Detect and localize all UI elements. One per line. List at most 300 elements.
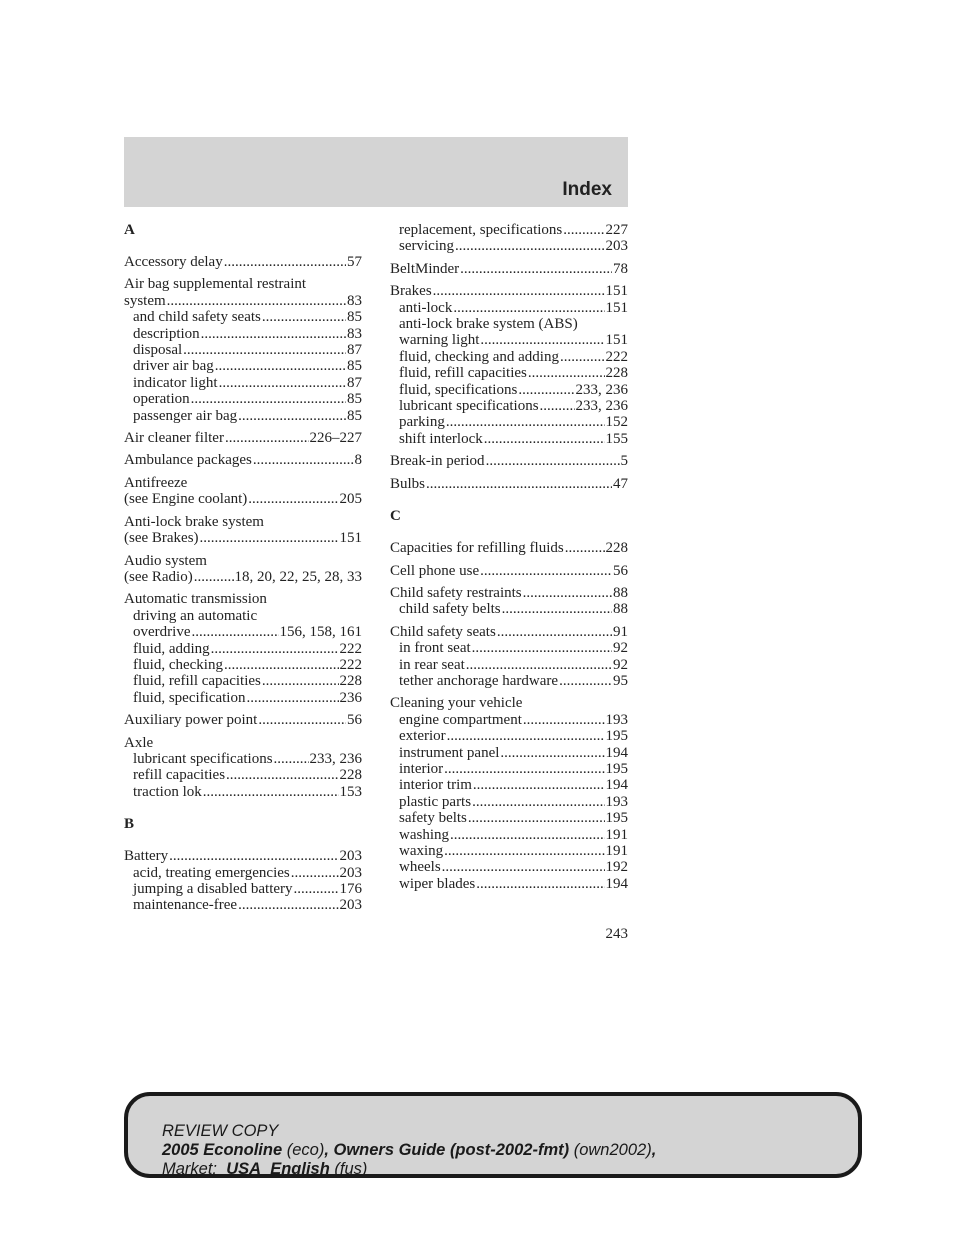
footer-text xyxy=(162,1122,656,1179)
index-subentry xyxy=(390,810,628,826)
index-subentry xyxy=(390,794,628,810)
index-entry xyxy=(124,475,362,508)
entry-page-ref: 191 xyxy=(605,826,628,843)
footer-guide: , Owners Guide (post-2002-fmt) xyxy=(324,1141,570,1159)
entry-page-ref: 233, 236 xyxy=(575,398,628,415)
index-line xyxy=(390,695,628,711)
entry-page-ref: 87 xyxy=(347,374,362,391)
entry-text: (see Engine coolant) xyxy=(124,491,248,508)
index-subentry xyxy=(390,728,628,744)
review-copy-footer xyxy=(124,1092,862,1178)
index-entry xyxy=(390,261,628,277)
entry-page-ref: 195 xyxy=(605,810,628,827)
entry-page-ref: 56 xyxy=(347,712,362,729)
index-line xyxy=(124,530,362,546)
entry-text: engine compartment xyxy=(399,711,522,728)
entry-text: plastic parts xyxy=(399,793,472,810)
dot-leader xyxy=(253,452,354,468)
entry-page-ref: 193 xyxy=(605,711,628,728)
dot-leader xyxy=(472,794,604,810)
index-entry xyxy=(390,222,628,255)
entry-page-ref: 92 xyxy=(613,640,628,657)
index-line xyxy=(124,591,362,607)
index-subentry xyxy=(390,843,628,859)
entry-page-ref: 193 xyxy=(605,793,628,810)
spacer xyxy=(124,238,362,254)
dot-leader xyxy=(200,530,339,546)
entry-page-ref: 192 xyxy=(605,859,628,876)
entry-text: Axle xyxy=(124,734,154,751)
index-column-left xyxy=(124,222,362,914)
index-line xyxy=(390,453,628,469)
entry-page-ref: 88 xyxy=(613,601,628,618)
index-subentry xyxy=(390,398,628,414)
dot-leader xyxy=(194,569,234,585)
index-entry xyxy=(124,553,362,586)
index-subentry xyxy=(124,342,362,358)
dot-leader xyxy=(500,745,604,761)
entry-text: fluid, specification xyxy=(133,689,246,706)
dot-leader xyxy=(169,848,338,864)
dot-leader xyxy=(191,391,346,407)
entry-page-ref: 195 xyxy=(605,728,628,745)
index-subentry xyxy=(390,761,628,777)
entry-page-ref: 151 xyxy=(605,332,628,349)
dot-leader xyxy=(466,657,612,673)
entry-page-ref: 222 xyxy=(339,656,362,673)
entry-text: instrument panel xyxy=(399,744,500,761)
index-subentry xyxy=(124,326,362,342)
entry-text: safety belts xyxy=(399,810,467,827)
index-subentry xyxy=(124,657,362,673)
entry-page-ref: 203 xyxy=(339,864,362,881)
entry-text: anti-lock brake system (ABS) xyxy=(399,316,578,333)
page-title: Index xyxy=(562,179,612,200)
entry-text: passenger air bag xyxy=(133,407,238,424)
entry-text: Child safety seats xyxy=(390,623,496,640)
index-column-right xyxy=(390,222,628,892)
index-subentry xyxy=(390,657,628,673)
dot-leader xyxy=(560,349,605,365)
index-subentry xyxy=(390,777,628,793)
entry-page-ref: 194 xyxy=(605,744,628,761)
entry-text: lubricant specifications xyxy=(133,750,273,767)
entry-page-ref: 152 xyxy=(605,414,628,431)
index-line xyxy=(124,430,362,446)
dot-leader xyxy=(224,657,339,673)
entry-text: Ambulance packages xyxy=(124,452,252,469)
dot-leader xyxy=(238,408,346,424)
entry-page-ref: 87 xyxy=(347,342,362,359)
index-line xyxy=(390,261,628,277)
entry-text: operation xyxy=(133,391,190,408)
entry-text: disposal xyxy=(133,342,183,359)
entry-text: Break-in period xyxy=(390,453,485,470)
dot-leader xyxy=(433,283,605,299)
entry-text: wiper blades xyxy=(399,875,476,892)
entry-page-ref: 194 xyxy=(605,777,628,794)
index-entry xyxy=(124,712,362,728)
dot-leader xyxy=(559,673,612,689)
dot-leader xyxy=(224,254,346,270)
dot-leader xyxy=(225,430,309,446)
index-entry xyxy=(124,276,362,424)
index-entry xyxy=(390,476,628,492)
dot-leader xyxy=(453,300,604,316)
entry-page-ref: 83 xyxy=(347,325,362,342)
entry-page-ref: 57 xyxy=(347,254,362,270)
index-subentry xyxy=(390,640,628,656)
index-subentry xyxy=(124,309,362,325)
entry-text: fluid, specifications xyxy=(399,381,518,398)
entry-text: Audio system xyxy=(124,552,207,569)
entry-text: waxing xyxy=(399,843,444,859)
entry-page-ref: 203 xyxy=(339,897,362,914)
dot-leader xyxy=(502,601,612,617)
dot-leader xyxy=(246,690,338,706)
section-letter: B xyxy=(124,816,135,833)
entry-text: acid, treating emergencies xyxy=(133,864,290,881)
entry-page-ref: 151 xyxy=(605,283,628,300)
entry-page-ref: 85 xyxy=(347,358,362,375)
dot-leader xyxy=(191,624,278,640)
index-line xyxy=(124,735,362,751)
entry-page-ref: 191 xyxy=(605,843,628,859)
index-line xyxy=(124,569,362,585)
entry-text: exterior xyxy=(399,728,446,745)
dot-leader xyxy=(262,309,346,325)
index-entry xyxy=(390,283,628,447)
entry-page-ref: 227 xyxy=(605,222,628,238)
page-number: 243 xyxy=(605,926,628,942)
entry-text: tether anchorage hardware xyxy=(399,672,559,689)
entry-text: Child safety restraints xyxy=(390,584,522,601)
entry-page-ref: 151 xyxy=(339,530,362,547)
dot-leader xyxy=(480,332,604,348)
index-subentry xyxy=(390,349,628,365)
entry-text: Brakes xyxy=(390,283,432,300)
index-subentry xyxy=(124,608,362,624)
index-subentry xyxy=(124,881,362,897)
entry-page-ref: 83 xyxy=(347,292,362,309)
dot-leader xyxy=(215,358,346,374)
entry-text: lubricant specifications xyxy=(399,398,539,415)
spacer xyxy=(124,800,362,816)
section-letter: A xyxy=(124,222,135,238)
dot-leader xyxy=(565,540,605,556)
index-subentry xyxy=(124,624,362,640)
index-subentry xyxy=(390,827,628,843)
index-subentry xyxy=(390,332,628,348)
dot-leader xyxy=(518,382,574,398)
entry-page-ref: 226–227 xyxy=(309,430,362,447)
dot-leader xyxy=(426,476,612,492)
index-entry xyxy=(390,453,628,469)
entry-text: jumping a disabled battery xyxy=(133,881,293,897)
index-subentry xyxy=(390,431,628,447)
entry-page-ref: 18, 20, 22, 25, 28, 33 xyxy=(234,568,362,585)
index-line xyxy=(390,476,628,492)
dot-leader xyxy=(444,843,604,859)
index-subentry xyxy=(124,784,362,800)
footer-model-code: (eco) xyxy=(286,1141,325,1159)
entry-page-ref: 236 xyxy=(339,689,362,706)
footer-review-label: REVIEW COPY xyxy=(162,1122,279,1140)
entry-page-ref: 205 xyxy=(339,491,362,508)
index-line xyxy=(124,553,362,569)
dot-leader xyxy=(291,865,339,881)
index-line xyxy=(124,452,362,468)
entry-text: Battery xyxy=(124,848,169,865)
entry-text: BeltMinder xyxy=(390,260,460,277)
entry-text: servicing xyxy=(399,238,454,255)
entry-text: Bulbs xyxy=(390,475,426,492)
entry-page-ref: 228 xyxy=(339,767,362,784)
entry-text: Automatic transmission xyxy=(124,591,267,608)
index-entry xyxy=(124,848,362,914)
index-entry xyxy=(124,254,362,270)
spacer xyxy=(390,524,628,540)
entry-page-ref: 91 xyxy=(613,623,628,640)
entry-page-ref: 228 xyxy=(339,673,362,690)
index-entry xyxy=(124,514,362,547)
footer-market-line xyxy=(162,1160,656,1179)
entry-page-ref: 153 xyxy=(339,783,362,800)
entry-page-ref: 88 xyxy=(613,584,628,601)
dot-leader xyxy=(540,398,575,414)
entry-page-ref: 155 xyxy=(605,430,628,447)
dot-leader xyxy=(203,784,339,800)
dot-leader xyxy=(167,293,346,309)
entry-page-ref: 95 xyxy=(613,672,628,689)
entry-text: shift interlock xyxy=(399,430,483,447)
entry-text: wheels xyxy=(399,859,441,876)
entry-text: in rear seat xyxy=(399,656,465,673)
entry-page-ref: 85 xyxy=(347,309,362,326)
index-subentry xyxy=(124,897,362,913)
entry-text: in front seat xyxy=(399,640,471,657)
index-line xyxy=(390,283,628,299)
entry-text: maintenance-free xyxy=(133,897,238,914)
index-subentry xyxy=(390,712,628,728)
entry-text: Anti-lock brake system xyxy=(124,513,264,530)
spacer xyxy=(390,492,628,508)
index-header-band xyxy=(124,137,628,207)
dot-leader xyxy=(183,342,346,358)
dot-leader xyxy=(262,673,339,689)
entry-text: (see Radio) xyxy=(124,568,193,585)
dot-leader xyxy=(476,876,604,892)
index-entry xyxy=(124,735,362,801)
entry-text: anti-lock xyxy=(399,299,453,316)
dot-leader xyxy=(468,810,605,826)
entry-page-ref: 85 xyxy=(347,407,362,424)
entry-page-ref: 222 xyxy=(605,348,628,365)
entry-text: indicator light xyxy=(133,374,218,391)
spacer xyxy=(124,832,362,848)
dot-leader xyxy=(274,751,309,767)
dot-leader xyxy=(455,238,605,254)
footer-comma: , xyxy=(651,1141,657,1159)
entry-text: Antifreeze xyxy=(124,474,188,491)
dot-leader xyxy=(226,767,338,783)
index-subentry xyxy=(390,673,628,689)
index-line xyxy=(124,491,362,507)
index-subentry xyxy=(124,767,362,783)
entry-text: Cell phone use xyxy=(390,562,480,579)
entry-text: Air bag supplemental restraint xyxy=(124,276,307,293)
index-subentry xyxy=(390,222,628,238)
dot-leader xyxy=(528,365,605,381)
entry-page-ref: 203 xyxy=(605,238,628,255)
index-entry xyxy=(124,452,362,468)
index-entry xyxy=(390,624,628,690)
index-subentry xyxy=(390,414,628,430)
footer-guide-code: (own2002) xyxy=(573,1141,652,1159)
entry-text: warning light xyxy=(399,332,480,349)
entry-page-ref: 78 xyxy=(613,260,628,277)
entry-page-ref: 233, 236 xyxy=(309,750,362,767)
dot-leader xyxy=(442,859,605,875)
index-subentry xyxy=(124,751,362,767)
index-line xyxy=(124,712,362,728)
entry-page-ref: 228 xyxy=(605,540,628,557)
entry-page-ref: 56 xyxy=(613,562,628,579)
index-line xyxy=(390,563,628,579)
dot-leader xyxy=(248,491,338,507)
entry-text: overdrive xyxy=(133,624,191,641)
dot-leader xyxy=(450,827,605,843)
entry-page-ref: 203 xyxy=(339,848,362,865)
entry-text: system xyxy=(124,292,166,309)
index-subentry xyxy=(390,859,628,875)
entry-text: washing xyxy=(399,826,449,843)
entry-text: and child safety seats xyxy=(133,309,261,326)
index-entry xyxy=(124,430,362,446)
dot-leader xyxy=(497,624,612,640)
index-subentry xyxy=(390,300,628,316)
entry-text: driving an automatic xyxy=(133,607,258,624)
index-subentry xyxy=(124,690,362,706)
entry-text: replacement, specifications xyxy=(399,222,563,238)
entry-page-ref: 228 xyxy=(605,365,628,382)
dot-leader xyxy=(258,712,346,728)
dot-leader xyxy=(444,761,604,777)
dot-leader xyxy=(219,375,346,391)
index-line xyxy=(124,254,362,270)
entry-text: interior xyxy=(399,760,444,777)
entry-text: fluid, checking and adding xyxy=(399,348,559,365)
index-line xyxy=(124,848,362,864)
index-entry xyxy=(390,540,628,556)
entry-text: fluid, adding xyxy=(133,640,210,657)
entry-text: child safety belts xyxy=(399,601,501,618)
index-line xyxy=(390,624,628,640)
entry-text: Capacities for refilling fluids xyxy=(390,540,564,557)
entry-text: (see Brakes) xyxy=(124,530,199,547)
index-line xyxy=(124,514,362,530)
entry-page-ref: 233, 236 xyxy=(575,381,628,398)
index-entry xyxy=(124,591,362,706)
entry-text: Cleaning your vehicle xyxy=(390,695,523,712)
index-subentry xyxy=(390,601,628,617)
entry-text: parking xyxy=(399,414,445,431)
dot-leader xyxy=(480,563,612,579)
entry-text: Auxiliary power point xyxy=(124,712,258,729)
index-subentry xyxy=(390,382,628,398)
entry-page-ref: 156, 158, 161 xyxy=(279,624,362,641)
entry-page-ref: 85 xyxy=(347,391,362,408)
entry-page-ref: 8 xyxy=(354,452,362,469)
footer-market-code: (fus) xyxy=(334,1160,368,1178)
index-subentry xyxy=(124,408,362,424)
footer-market: USA_English xyxy=(226,1160,330,1178)
footer-guide-line xyxy=(162,1141,656,1160)
index-subentry xyxy=(390,365,628,381)
index-line xyxy=(390,540,628,556)
index-subentry xyxy=(124,641,362,657)
index-subentry xyxy=(390,316,628,332)
dot-leader xyxy=(523,712,605,728)
entry-page-ref: 92 xyxy=(613,656,628,673)
index-entry xyxy=(390,585,628,618)
dot-leader xyxy=(294,881,339,897)
section-letter: C xyxy=(390,508,401,525)
index-line xyxy=(124,293,362,309)
index-entry xyxy=(390,563,628,579)
entry-page-ref: 5 xyxy=(620,453,628,470)
index-subentry xyxy=(390,238,628,254)
entry-text: Air cleaner filter xyxy=(124,430,224,447)
footer-model: 2005 Econoline xyxy=(162,1141,283,1159)
entry-page-ref: 47 xyxy=(613,475,628,492)
dot-leader xyxy=(472,640,612,656)
dot-leader xyxy=(523,585,612,601)
index-subentry xyxy=(124,375,362,391)
dot-leader xyxy=(473,777,605,793)
dot-leader xyxy=(486,453,620,469)
index-subentry xyxy=(124,358,362,374)
dot-leader xyxy=(238,897,338,913)
index-subentry xyxy=(124,673,362,689)
entry-page-ref: 176 xyxy=(339,881,362,897)
entry-text: fluid, checking xyxy=(133,656,223,673)
entry-page-ref: 151 xyxy=(605,299,628,316)
index-subentry xyxy=(390,876,628,892)
entry-text: interior trim xyxy=(399,777,472,794)
dot-leader xyxy=(201,326,346,342)
entry-page-ref: 194 xyxy=(605,875,628,892)
footer-market-label: Market: xyxy=(162,1160,218,1178)
index-line xyxy=(124,276,362,292)
index-subentry xyxy=(390,745,628,761)
index-subentry xyxy=(124,865,362,881)
index-line xyxy=(390,585,628,601)
index-entry xyxy=(390,695,628,892)
index-subentry xyxy=(124,391,362,407)
entry-page-ref: 195 xyxy=(605,760,628,777)
entry-text: Accessory delay xyxy=(124,254,223,270)
index-line xyxy=(124,475,362,491)
entry-text: traction lok xyxy=(133,783,202,800)
dot-leader xyxy=(447,728,605,744)
entry-text: description xyxy=(133,325,200,342)
dot-leader xyxy=(460,261,612,277)
dot-leader xyxy=(484,431,605,447)
dot-leader xyxy=(211,641,339,657)
entry-text: fluid, refill capacities xyxy=(133,673,261,690)
entry-page-ref: 222 xyxy=(339,640,362,657)
